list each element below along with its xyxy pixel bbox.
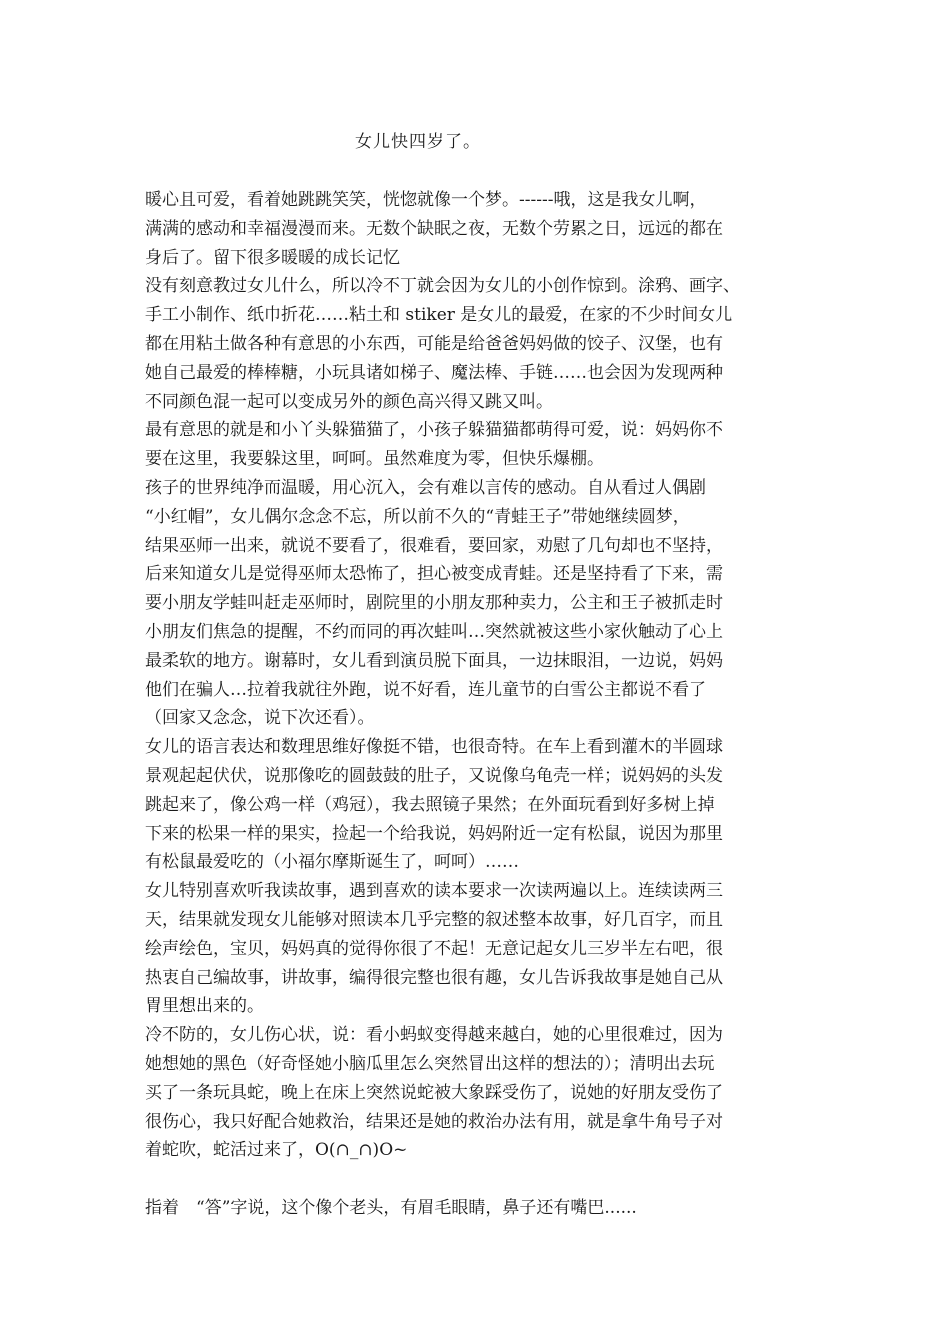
text-line: 手工小制作、纸巾折花……粘土和 stiker 是女儿的最爱，在家的不少时间女儿: [145, 305, 733, 326]
text-line: 下来的松果一样的果实，捡起一个给我说，妈妈附近一定有松鼠，说因为那里: [145, 823, 723, 844]
text-line: 他们在骗人…拉着我就往外跑，说不好看，连儿童节的白雪公主都说不看了: [145, 679, 706, 700]
text-line: 最有意思的就是和小丫头躲猫猫了，小孩子躲猫猫都萌得可爱，说：妈妈你不: [145, 420, 723, 441]
text-line: 着蛇吹，蛇活过来了，O(∩_∩)O~: [145, 1140, 408, 1161]
text-line: 胃里想出来的。: [145, 996, 264, 1017]
text-line: 女儿的语言表达和数理思维好像挺不错，也很奇特。在车上看到灌木的半圆球: [145, 737, 723, 758]
text-line: 要在这里，我要躲这里，呵呵。虽然难度为零，但快乐爆棚。: [145, 449, 604, 470]
text-line: 天，结果就发现女儿能够对照读本几乎完整的叙述整本故事，好几百字，而且: [145, 909, 723, 930]
text-line: 她自己最爱的棒棒糖，小玩具诸如梯子、魔法棒、手链……也会因为发现两种: [145, 362, 723, 383]
text-line: 结果巫师一出来，就说不要看了，很难看，要回家，劝慰了几句却也不坚持，: [145, 535, 723, 556]
text-line: 后来知道女儿是觉得巫师太恐怖了，担心被变成青蛙。还是坚持看了下来，需: [145, 564, 723, 585]
text-line: 满满的感动和幸福漫漫而来。无数个缺眠之夜，无数个劳累之日，远远的都在: [145, 218, 723, 239]
text-line: 不同颜色混一起可以变成另外的颜色高兴得又跳又叫。: [145, 391, 553, 412]
text-line: “小红帽”，女儿偶尔念念不忘，所以前不久的“青蛙王子”带她继续圆梦，: [145, 506, 690, 527]
text-line: 买了一条玩具蛇，晚上在床上突然说蛇被大象踩受伤了，说她的好朋友受伤了: [145, 1082, 723, 1103]
text-line: 热衷自己编故事，讲故事，编得很完整也很有趣，女儿告诉我故事是她自己从: [145, 967, 723, 988]
text-line: 跳起来了，像公鸡一样（鸡冠），我去照镜子果然；在外面玩看到好多树上掉: [145, 794, 715, 815]
text-line: 要小朋友学蛙叫赶走巫师时，剧院里的小朋友那种卖力，公主和王子被抓走时: [145, 593, 723, 614]
text-line: 都在用粘土做各种有意思的小东西，可能是给爸爸妈妈做的饺子、汉堡，也有: [145, 333, 723, 354]
text-line: 小朋友们焦急的提醒，不约而同的再次蛙叫…突然就被这些小家伙触动了心上: [145, 621, 723, 642]
text-line: 景观起起伏伏，说那像吃的圆鼓鼓的肚子，又说像乌龟壳一样；说妈妈的头发: [145, 765, 723, 786]
document-body: [145, 186, 813, 1223]
text-line: 女儿特别喜欢听我读故事，遇到喜欢的读本要求一次读两遍以上。连续读两三: [145, 881, 723, 902]
text-line: 冷不防的，女儿伤心状，说：看小蚂蚁变得越来越白，她的心里很难过，因为: [145, 1025, 723, 1046]
text-line: 她想她的黑色（好奇怪她小脑瓜里怎么突然冒出这样的想法的）；清明出去玩: [145, 1053, 715, 1074]
text-line: 最柔软的地方。谢幕时，女儿看到演员脱下面具，一边抹眼泪，一边说，妈妈: [145, 650, 723, 671]
text-line: 孩子的世界纯净而温暖，用心沉入，会有难以言传的感动。自从看过人偶剧: [145, 477, 706, 498]
document-title: 女儿快四岁了。: [355, 132, 481, 152]
text-line: 绘声绘色，宝贝，妈妈真的觉得你很了不起！无意记起女儿三岁半左右吧，很: [145, 938, 723, 959]
text-line: 指着 “答”字说，这个像个老头，有眉毛眼睛，鼻子还有嘴巴......: [145, 1197, 637, 1218]
text-line: 暖心且可爱，看着她跳跳笑笑，恍惚就像一个梦。------哦，这是我女儿啊，: [145, 190, 707, 210]
text-line: 没有刻意教过女儿什么，所以冷不丁就会因为女儿的小创作惊到。涂鸦、画字、: [145, 276, 740, 297]
text-line: 很伤心，我只好配合她救治，结果还是她的救治办法有用，就是拿牛角号子对: [145, 1111, 723, 1132]
text-line: 有松鼠最爱吃的（小福尔摩斯诞生了，呵呵）……: [145, 852, 519, 873]
text-line: 身后了。留下很多暖暖的成长记忆: [145, 247, 400, 268]
text-line: （回家又念念，说下次还看）。: [145, 708, 375, 729]
blank-line: [145, 1165, 813, 1194]
